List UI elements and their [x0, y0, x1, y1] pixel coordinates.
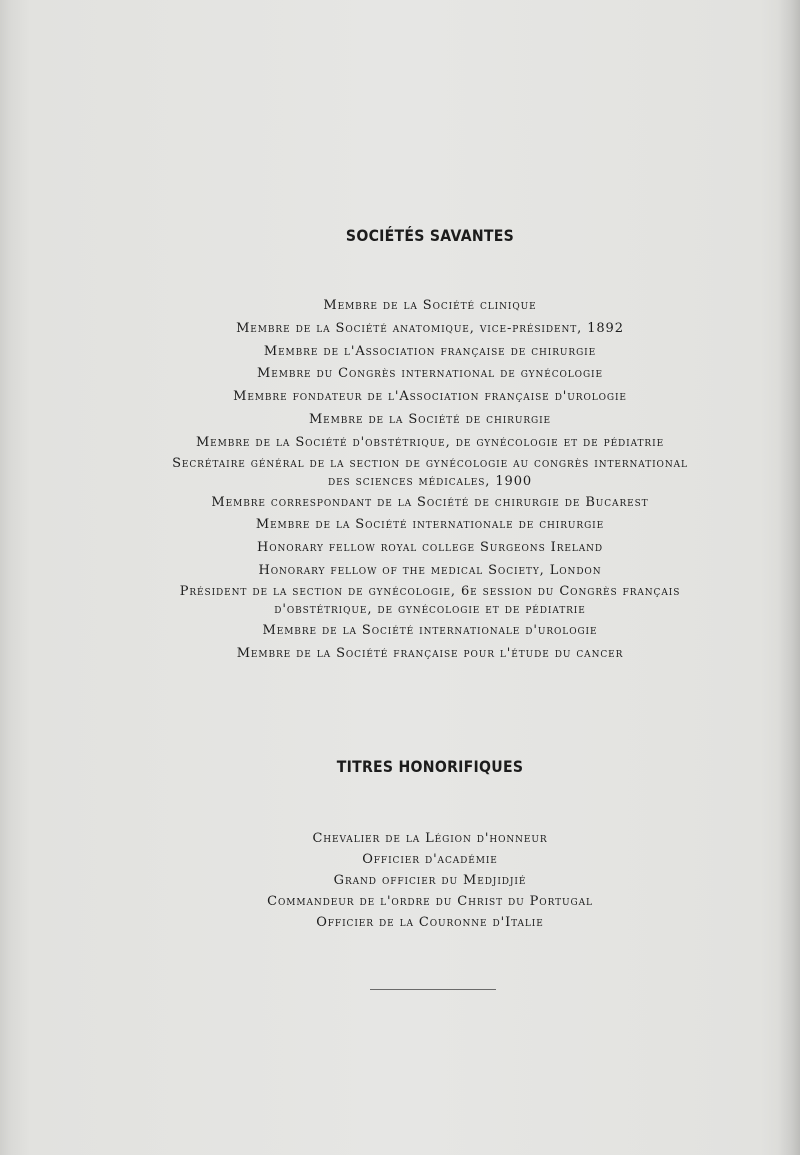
- list-item: Membre de l'Association française de chirurgie: [263, 343, 597, 359]
- list-item: Commandeur de l'ordre du Christ du Portugal: [267, 894, 593, 909]
- list-item: Membre de la Société internationale d'urologie: [262, 622, 598, 638]
- list-item: Membre du Congrès international de gynécologie: [257, 366, 603, 382]
- list-item: Membre de la Société d'obstétrique, de gynécologie et de pédiatrie: [195, 434, 665, 450]
- list-item: Honorary fellow royal college Surgeons Ireland: [256, 540, 604, 556]
- list-item: Membre de la Société internationale de chirurgie: [255, 517, 605, 533]
- list-titres-honorifiques: [0, 828, 800, 933]
- list-item: Chevalier de la Légion d'honneur: [312, 831, 548, 846]
- list-item: Membre correspondant de la Société de chirurgie de Bucarest: [211, 494, 649, 510]
- list-item: Officier d'académie: [362, 852, 498, 867]
- list-item: Membre de la Société clinique: [323, 298, 537, 313]
- list-item: Grand officier du Medjidjié: [333, 873, 527, 888]
- list-item: Membre de la Société de chirurgie: [308, 411, 552, 427]
- section-title-titres-honorifiques: TITRES HONORIFIQUES: [336, 757, 524, 776]
- closing-rule: [370, 989, 496, 990]
- list-item-continuation: d'obstétrique, de gynécologie et de pédiatrie: [274, 602, 586, 618]
- list-item: Honorary fellow of the medical Society, London: [258, 562, 602, 578]
- list-item-continuation: des sciences médicales, 1900: [327, 474, 533, 490]
- list-item: Membre de la Société anatomique, vice-président, 1892: [236, 320, 624, 336]
- list-item: Président de la section de gynécologie, 6e session du Congrès français: [179, 583, 681, 599]
- list-item: Membre fondateur de l'Association française d'urologie: [233, 389, 627, 405]
- list-item: Membre de la Société française pour l'étude du cancer: [236, 645, 624, 661]
- list-societes-savantes: [0, 295, 800, 665]
- section-title-societes-savantes: SOCIÉTÉS SAVANTES: [345, 226, 515, 245]
- list-item: Secrétaire général de la section de gynécologie au congrès international: [172, 455, 688, 471]
- list-item: Officier de la Couronne d'Italie: [316, 915, 544, 930]
